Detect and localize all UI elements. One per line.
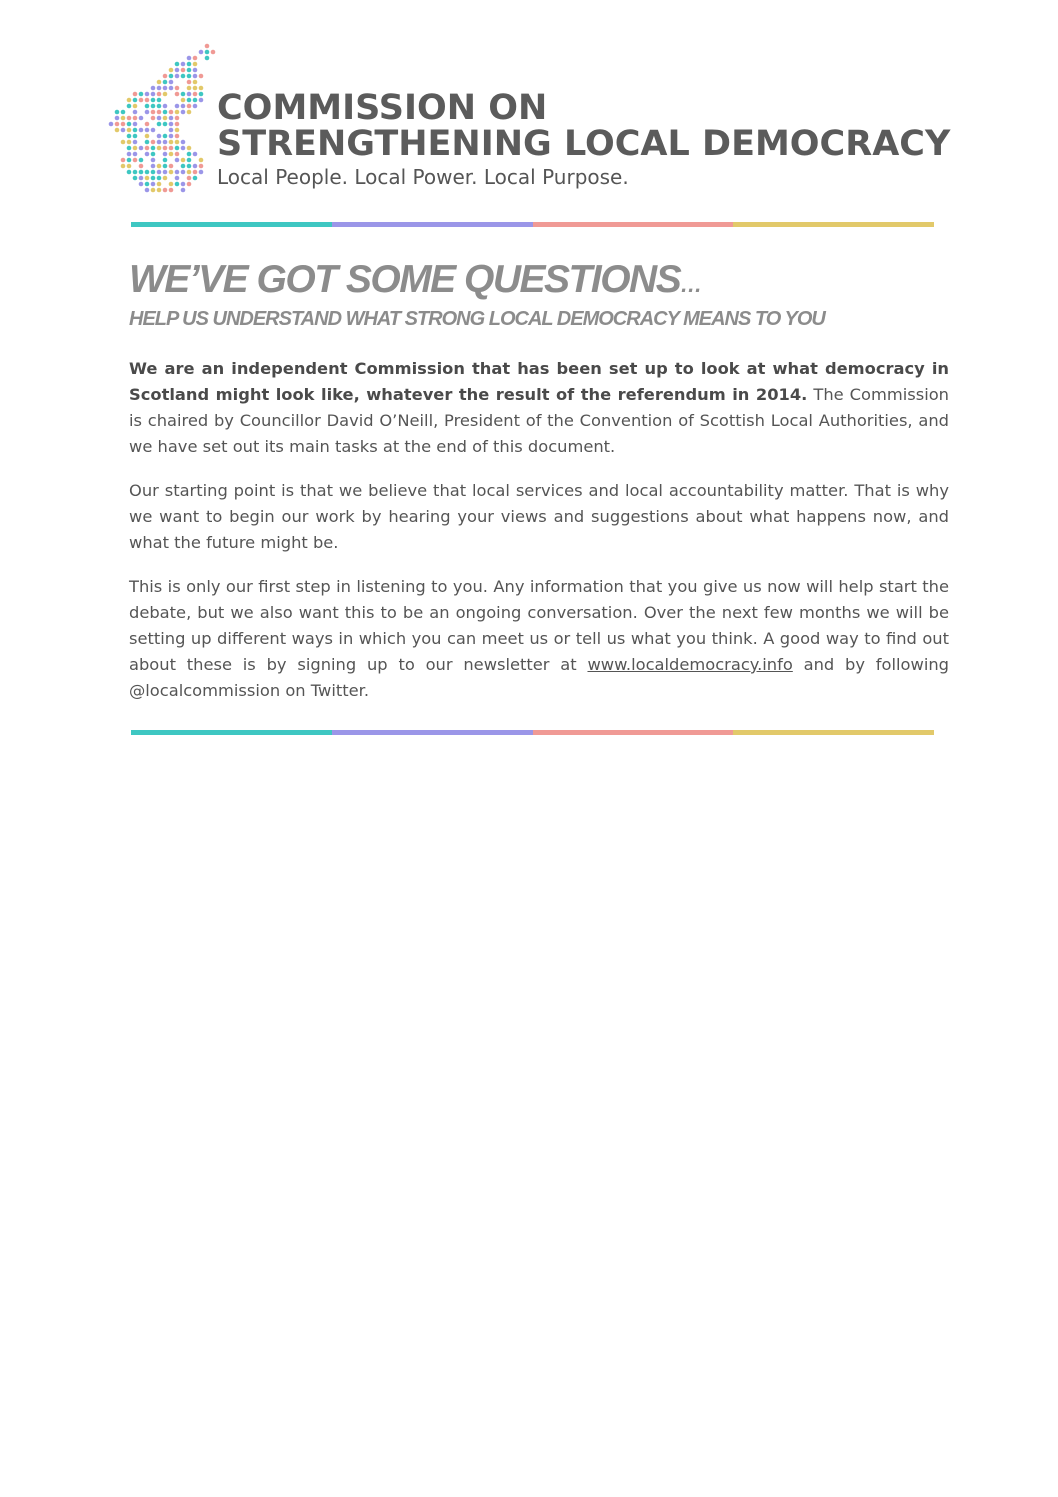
map-dot: [145, 188, 150, 193]
map-dot: [151, 104, 156, 109]
rule-segment-lilac: [332, 730, 533, 735]
map-dot: [187, 86, 192, 91]
map-dot: [175, 68, 180, 73]
map-dot: [187, 164, 192, 169]
map-dot: [193, 62, 198, 67]
map-dot: [121, 164, 126, 169]
map-dot: [205, 50, 210, 55]
map-dot: [157, 140, 162, 145]
map-dot: [193, 56, 198, 61]
map-dot: [133, 140, 138, 145]
logo-title-line2: STRENGTHENING LOCAL DEMOCRACY: [217, 124, 951, 164]
rule-segment-lilac: [332, 222, 533, 227]
map-dot: [199, 98, 204, 103]
map-dot: [169, 116, 174, 121]
map-dot: [175, 158, 180, 163]
paragraph-3: [129, 574, 949, 704]
map-dot: [115, 122, 120, 127]
map-dot: [145, 92, 150, 97]
scotland-dot-map-icon: [105, 40, 220, 195]
map-dot: [187, 170, 192, 175]
map-dot: [169, 122, 174, 127]
map-dot: [193, 92, 198, 97]
map-dot: [163, 116, 168, 121]
colour-rule-top: [131, 222, 934, 227]
map-dot: [169, 146, 174, 151]
map-dot: [133, 170, 138, 175]
map-dot: [151, 182, 156, 187]
map-dot: [151, 98, 156, 103]
map-dot: [205, 44, 210, 49]
map-dot: [193, 68, 198, 73]
map-dot: [175, 62, 180, 67]
paragraph-2: Our starting point is that we believe that local services and local accountability matter. That is why we want to begin our work by hearing your views and suggestions about what happens now, and what the future might be.: [129, 481, 949, 552]
map-dot: [193, 86, 198, 91]
map-dot: [163, 146, 168, 151]
map-dot: [127, 116, 132, 121]
map-dot: [157, 134, 162, 139]
map-dot: [187, 92, 192, 97]
logo-title-line1: COMMISSION ON: [217, 88, 548, 128]
map-dot: [133, 152, 138, 157]
map-dot: [139, 146, 144, 151]
map-dot: [163, 176, 168, 181]
map-dot: [181, 98, 186, 103]
map-dot: [181, 92, 186, 97]
map-dot: [163, 140, 168, 145]
map-dot: [169, 68, 174, 73]
map-dot: [181, 104, 186, 109]
map-dot: [157, 170, 162, 175]
map-dot: [211, 50, 216, 55]
map-dot: [139, 170, 144, 175]
map-dot: [133, 176, 138, 181]
newsletter-link[interactable]: www.localdemocracy.info: [587, 655, 793, 674]
rule-segment-gold: [733, 730, 934, 735]
map-dot: [121, 128, 126, 133]
map-dot: [187, 182, 192, 187]
map-dot: [151, 116, 156, 121]
map-dot: [145, 110, 150, 115]
map-dot: [187, 110, 192, 115]
map-dot: [157, 164, 162, 169]
map-dot: [157, 188, 162, 193]
paragraph-1-rest: The Commission is chaired by Councillor David O’Neill, President of the Convention of Scottish Local Authorities, and we have set out its main tasks at the end of this document.: [129, 385, 949, 456]
map-dot: [175, 152, 180, 157]
map-dot: [127, 134, 132, 139]
page-subtitle: HELP US UNDERSTAND WHAT STRONG LOCAL DEMOCRACY MEANS TO YOU: [129, 308, 825, 330]
logo-wordmark: [217, 90, 957, 190]
map-dot: [133, 146, 138, 151]
map-dot: [163, 122, 168, 127]
map-dot: [151, 164, 156, 169]
map-dot: [193, 164, 198, 169]
map-dot: [121, 122, 126, 127]
map-dot: [187, 74, 192, 79]
map-dot: [151, 176, 156, 181]
map-dot: [193, 170, 198, 175]
map-dot: [175, 128, 180, 133]
map-dot: [181, 74, 186, 79]
map-dot: [181, 62, 186, 67]
map-dot: [133, 110, 138, 115]
map-dot: [181, 188, 186, 193]
map-dot: [157, 176, 162, 181]
map-dot: [169, 134, 174, 139]
map-dot: [145, 98, 150, 103]
map-dot: [109, 122, 114, 127]
map-dot: [199, 74, 204, 79]
map-dot: [199, 86, 204, 91]
map-dot: [151, 110, 156, 115]
map-dot: [181, 140, 186, 145]
map-dot: [127, 146, 132, 151]
map-dot: [139, 98, 144, 103]
map-dot: [175, 110, 180, 115]
map-dot: [199, 92, 204, 97]
map-dot: [193, 74, 198, 79]
map-dot: [199, 170, 204, 175]
map-dot: [163, 152, 168, 157]
map-dot: [157, 182, 162, 187]
map-dot: [157, 122, 162, 127]
map-dot: [145, 146, 150, 151]
map-dot: [151, 152, 156, 157]
map-dot: [133, 134, 138, 139]
map-dot: [199, 164, 204, 169]
map-dot: [163, 92, 168, 97]
map-dot: [139, 92, 144, 97]
map-dot: [157, 92, 162, 97]
map-dot: [175, 122, 180, 127]
map-dot: [139, 176, 144, 181]
map-dot: [145, 122, 150, 127]
map-dot: [133, 92, 138, 97]
map-dot: [133, 122, 138, 127]
paragraph-1: [129, 356, 949, 460]
map-dot: [169, 140, 174, 145]
map-dot: [127, 158, 132, 163]
map-dot: [187, 56, 192, 61]
map-dot: [121, 110, 126, 115]
map-dot: [175, 92, 180, 97]
map-dot: [145, 128, 150, 133]
map-dot: [163, 80, 168, 85]
map-dot: [169, 74, 174, 79]
map-dot: [133, 128, 138, 133]
map-dot: [121, 140, 126, 145]
map-dot: [127, 98, 132, 103]
map-dot: [145, 176, 150, 181]
map-dot: [187, 176, 192, 181]
map-dot: [163, 86, 168, 91]
map-dot: [127, 140, 132, 145]
map-dot: [127, 152, 132, 157]
map-dot: [169, 188, 174, 193]
map-dot: [169, 80, 174, 85]
map-dot: [139, 116, 144, 121]
map-dot: [199, 158, 204, 163]
map-dot: [193, 98, 198, 103]
intro-text: [129, 356, 949, 722]
map-dot: [175, 116, 180, 121]
map-dot: [157, 110, 162, 115]
map-dot: [133, 104, 138, 109]
map-dot: [127, 164, 132, 169]
map-dot: [187, 80, 192, 85]
map-dot: [187, 62, 192, 67]
map-dot: [175, 86, 180, 91]
page-title: [129, 256, 702, 309]
map-dot: [187, 152, 192, 157]
map-dot: [169, 110, 174, 115]
map-dot: [181, 170, 186, 175]
map-dot: [127, 104, 132, 109]
map-dot: [187, 98, 192, 103]
map-dot: [199, 50, 204, 55]
map-dot: [151, 92, 156, 97]
map-dot: [151, 158, 156, 163]
map-dot: [175, 140, 180, 145]
map-dot: [139, 182, 144, 187]
map-dot: [145, 170, 150, 175]
map-dot: [163, 110, 168, 115]
map-dot: [163, 164, 168, 169]
map-dot: [139, 158, 144, 163]
map-dot: [181, 68, 186, 73]
map-dot: [139, 164, 144, 169]
map-dot: [163, 158, 168, 163]
map-dot: [175, 146, 180, 151]
map-dot: [193, 104, 198, 109]
map-dot: [145, 134, 150, 139]
commission-logo: [105, 40, 955, 200]
page-title-ellipsis: …: [680, 272, 703, 297]
map-dot: [145, 140, 150, 145]
map-dot: [193, 152, 198, 157]
map-dot: [169, 86, 174, 91]
colour-rule-bottom: [131, 730, 934, 735]
map-dot: [157, 86, 162, 91]
rule-segment-teal: [131, 730, 332, 735]
map-dot: [133, 158, 138, 163]
map-dot: [127, 128, 132, 133]
map-dot: [145, 152, 150, 157]
map-dot: [205, 56, 210, 61]
map-dot: [115, 116, 120, 121]
map-dot: [157, 104, 162, 109]
map-dot: [151, 140, 156, 145]
map-dot: [115, 110, 120, 115]
logo-tagline: Local People. Local Power. Local Purpose.: [217, 165, 629, 189]
map-dot: [169, 182, 174, 187]
map-dot: [175, 170, 180, 175]
map-dot: [163, 134, 168, 139]
map-dot: [151, 128, 156, 133]
map-dot: [169, 128, 174, 133]
rule-segment-gold: [733, 222, 934, 227]
map-dot: [169, 152, 174, 157]
map-dot: [163, 188, 168, 193]
map-dot: [163, 170, 168, 175]
map-dot: [181, 164, 186, 169]
map-dot: [127, 122, 132, 127]
map-dot: [175, 176, 180, 181]
map-dot: [115, 128, 120, 133]
map-dot: [151, 188, 156, 193]
map-dot: [157, 146, 162, 151]
map-dot: [187, 158, 192, 163]
map-dot: [181, 146, 186, 151]
rule-segment-coral: [533, 730, 734, 735]
map-dot: [181, 158, 186, 163]
map-dot: [157, 116, 162, 121]
map-dot: [175, 134, 180, 139]
map-dot: [175, 104, 180, 109]
rule-segment-teal: [131, 222, 332, 227]
map-dot: [121, 158, 126, 163]
map-dot: [193, 176, 198, 181]
rule-segment-coral: [533, 222, 734, 227]
paragraph-1-bold: We are an independent Commission that has been set up to look at what democracy in Scotland might look like, whatever the result of the referendum in 2014.: [129, 359, 949, 404]
map-dot: [127, 170, 132, 175]
map-dot: [157, 98, 162, 103]
map-dot: [157, 80, 162, 85]
map-dot: [193, 80, 198, 85]
map-dot: [181, 110, 186, 115]
map-dot: [145, 104, 150, 109]
map-dot: [133, 98, 138, 103]
map-dot: [169, 170, 174, 175]
map-dot: [121, 116, 126, 121]
paragraph-3-start: This is only our first step in listening to you. Any information that you give us now will help start the debate, but we also want this to be an ongoing conversation. Over the next few months we will be setting up different ways in which you can meet us or tell us what you think. A good way to find out about these is by signing up to our newsletter at: [129, 577, 949, 674]
page-title-text: WE’VE GOT SOME QUESTIONS: [129, 258, 681, 301]
map-dot: [151, 86, 156, 91]
map-dot: [181, 182, 186, 187]
map-dot: [175, 74, 180, 79]
map-dot: [187, 146, 192, 151]
map-dot: [163, 104, 168, 109]
map-dot: [163, 74, 168, 79]
map-dot: [175, 182, 180, 187]
map-dot: [145, 182, 150, 187]
map-dot: [187, 68, 192, 73]
map-dot: [139, 128, 144, 133]
map-dot: [169, 164, 174, 169]
map-dot: [133, 116, 138, 121]
map-dot: [151, 146, 156, 151]
map-dot: [187, 104, 192, 109]
paragraph-3-end: and by following @localcommission on Twitter.: [129, 655, 949, 700]
map-dot: [151, 170, 156, 175]
